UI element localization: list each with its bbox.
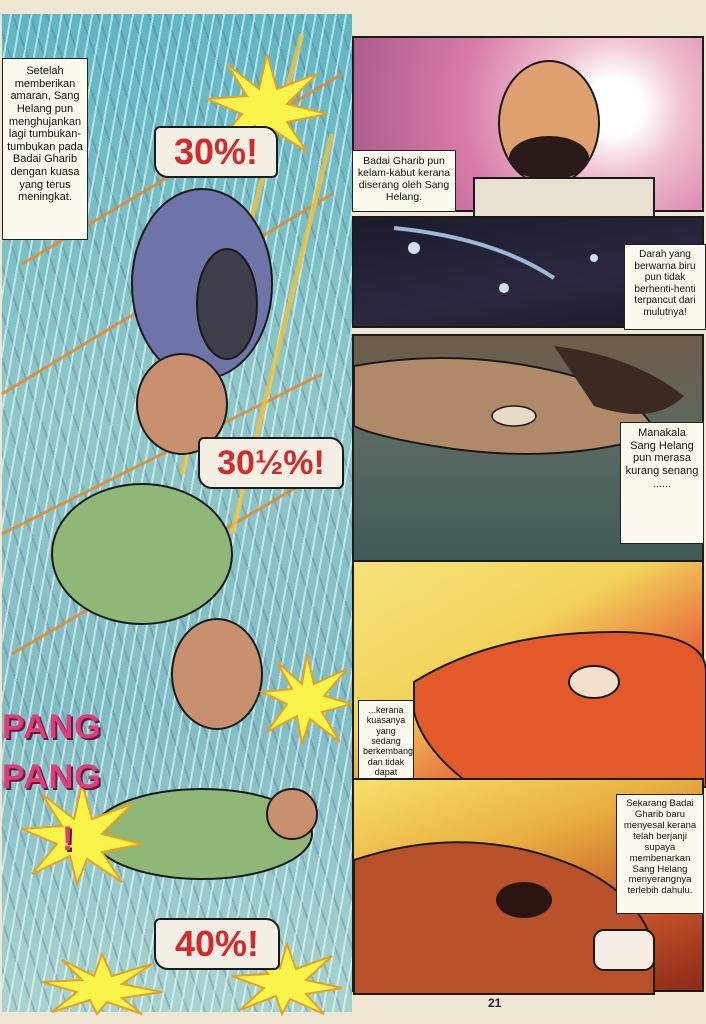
panel-blue-blood bbox=[352, 216, 704, 328]
impact-burst bbox=[22, 784, 142, 884]
panel-badai-gharib-shocked bbox=[352, 36, 704, 212]
power-percent-label: 40%! bbox=[154, 918, 280, 970]
caption-panel-5: Sekarang Badai Gharib baru menyesal kerana telah berjanji supaya membenarkan Sang Helang menyerangnya terlebih dahulu. bbox=[616, 794, 704, 914]
panel-left-action bbox=[2, 14, 352, 1012]
panel-sang-helang-uneasy bbox=[352, 334, 704, 564]
panel-badai-gharib-regret bbox=[352, 778, 704, 992]
sound-effect: PANG bbox=[2, 708, 102, 746]
power-percent-label: 30%! bbox=[154, 126, 278, 178]
panel-red-face bbox=[352, 560, 704, 785]
caption-panel-2: Darah yang berwarna biru pun tidak berhenti-henti terpancut dari mulutnya! bbox=[624, 244, 706, 330]
caption-panel-1: Badai Gharib pun kelam-kabut kerana diserang oleh Sang Helang. bbox=[352, 150, 456, 212]
caption-left: Setelah memberikan amaran, Sang Helang pun menghujankan lagi tumbukan-tumbukan pada Badai Gharib dengan kuasa yang terus meningkat. bbox=[2, 58, 88, 240]
caption-panel-4: ...kerana kuasanya yang sedang berkembang dan tidak dapat bbox=[358, 700, 414, 814]
caption-panel-3: Manakala Sang Helang pun merasa kurang senang ...... bbox=[620, 422, 704, 544]
sound-effect: PANG bbox=[2, 758, 102, 796]
impact-burst bbox=[42, 954, 162, 1014]
sound-effect: ! bbox=[62, 820, 75, 858]
impact-burst bbox=[262, 654, 352, 744]
power-percent-label: 30½%! bbox=[198, 437, 344, 489]
page-number: 21 bbox=[488, 996, 502, 1010]
